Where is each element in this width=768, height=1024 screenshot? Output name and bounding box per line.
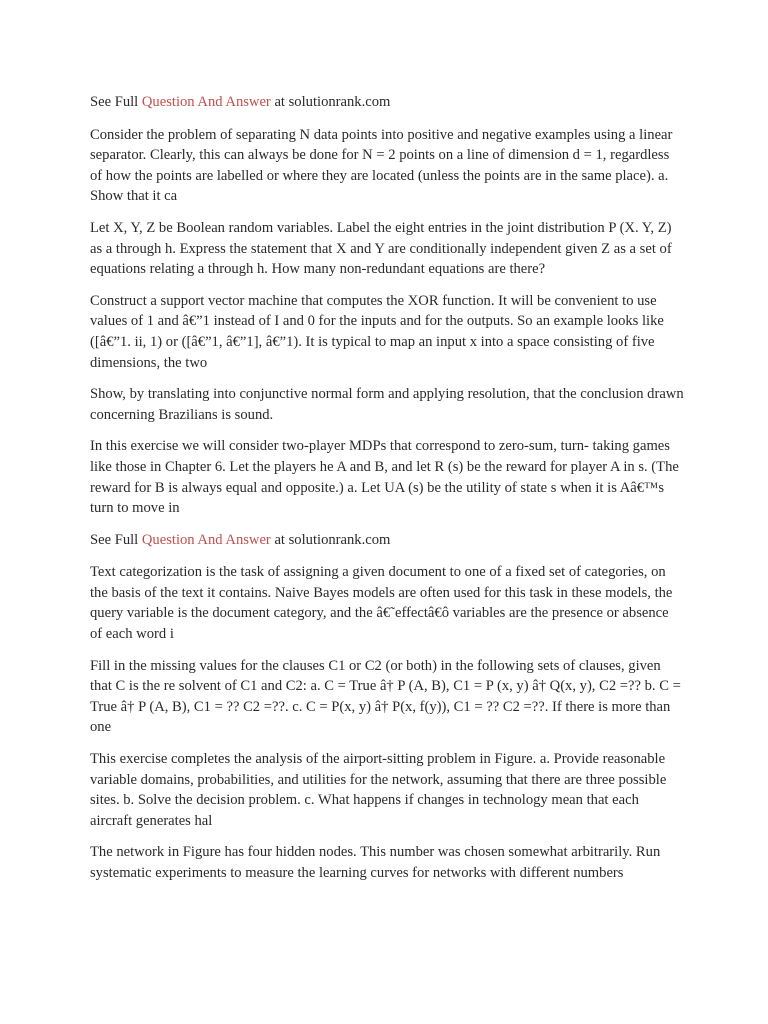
paragraph-linear-separator: Consider the problem of separating N data points into positive and negative examples using a linear separator. Clearly, this can always be done for N = 2 points on a line of dimension d = 1, regardless of how the points are labelled or where they are located (unless the points are in the same place). a. Show that it ca (90, 126, 673, 205)
paragraph-svm-xor: Construct a support vector machine that computes the XOR function. It will be convenient to use values of 1 and â€”1 instead of I and 0 for the inputs and for the outputs. So an example looks like ([â€”1. ii, 1) or ([â€”1, â€”1], â€”1). It is typical to map an input x into a space consisting of five dimensions, the two (90, 292, 664, 371)
paragraph-clauses: Fill in the missing values for the clauses C1 or C2 (or both) in the following sets of clauses, given that C is the re solvent of C1 and C2: a. C = True â† P (A, B), C1 = P (x, y) â† Q(x, y), C2 =?? b. C = True â† P (A, B), C1 = ?? C2 =??. c. C = P(x, y) â† P(x, f(y)), C1 = ?? C2 =??. If there is more than one (90, 657, 681, 736)
paragraph-boolean-variables: Let X, Y, Z be Boolean random variables. Label the eight entries in the joint distribution P (X. Y, Z) as a through h. Express the statement that X and Y are conditionally independent given Z as a set of equations relating a through h. How many non-redundant equations are there? (90, 219, 672, 278)
paragraph-airport: This exercise completes the analysis of the airport-sitting problem in Figure. a. Provide reasonable variable domains, probabilities, and utilities for the network, assuming that there are three possible sites. b. Solve the decision problem. c. What happens if changes in technology mean that each aircraft generates hal (90, 751, 667, 829)
promo-line-middle (90, 530, 684, 551)
promo-suffix: at solutionrank.com (270, 94, 391, 110)
paragraph-text-categorization: Text categorization is the task of assigning a given document to one of a fixed set of categories, on the basis of the text it contains. Naive Bayes models are often used for this task in these models, the query variable is the document category, and the â€˜effectâ€ô variables are the presence or absence of each word i (90, 564, 673, 643)
question-answer-link[interactable]: Question And Answer (141, 94, 271, 110)
promo-line-top (90, 92, 684, 113)
paragraph-mdp: In this exercise we will consider two-player MDPs that correspond to zero-sum, turn- taking games like those in Chapter 6. Let the players he A and B, and let R (s) be the reward for player A in s. (The reward for B is always equal and opposite.) a. Let UA (s) be the utility of state s when it is Aâ€™s turn to move in (90, 438, 679, 517)
promo-prefix: See Full (90, 531, 142, 548)
question-answer-link[interactable]: Question And Answer (141, 531, 271, 548)
promo-suffix: at solutionrank.com (270, 531, 391, 548)
paragraph-hidden-nodes: The network in Figure has four hidden nodes. This number was chosen somewhat arbitrarily. Run systematic experiments to measure the learning curves for networks with different numbers (90, 844, 661, 881)
paragraph-brazilians: Show, by translating into conjunctive normal form and applying resolution, that the conclusion drawn concerning Brazilians is sound. (90, 386, 684, 423)
document-body (90, 92, 684, 895)
promo-prefix: See Full (90, 94, 142, 110)
